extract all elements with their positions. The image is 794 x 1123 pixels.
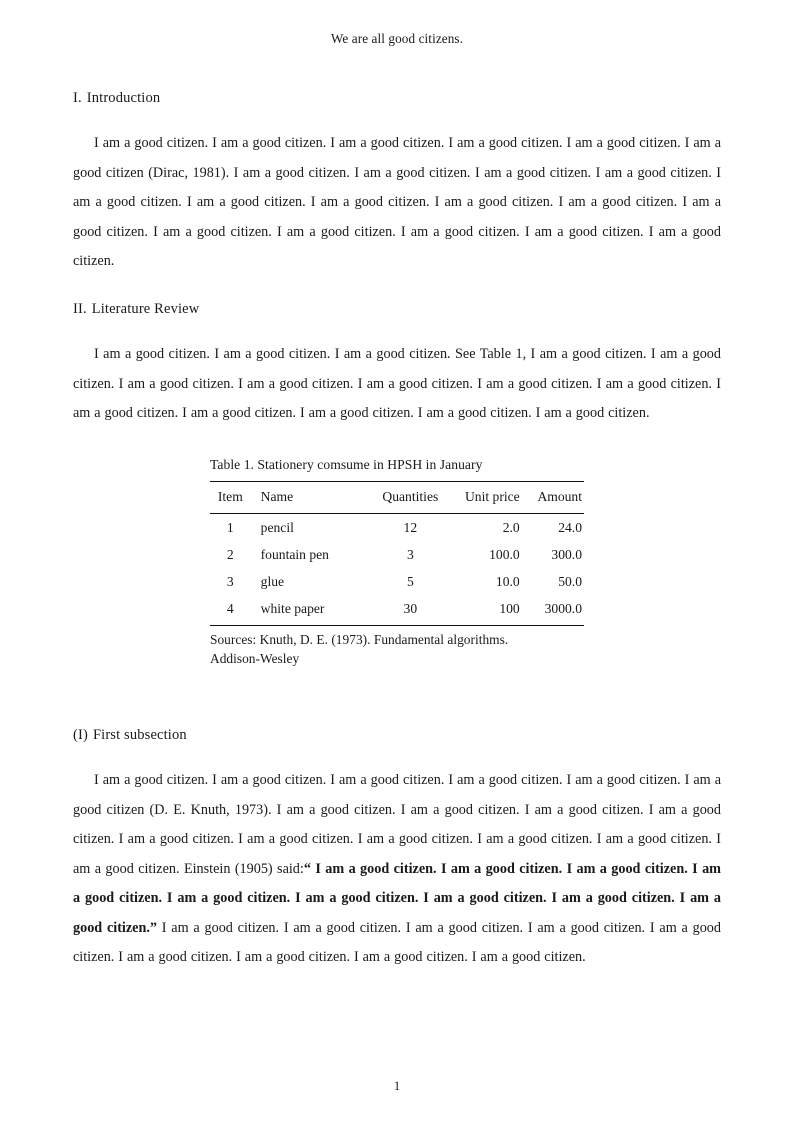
column-header-quantities: Quantities bbox=[382, 489, 439, 505]
section-heading-introduction bbox=[73, 88, 721, 108]
subsection-number: (I) bbox=[73, 726, 88, 743]
cell-unit-price: 100 bbox=[499, 600, 520, 616]
cell-quantities: 30 bbox=[403, 600, 418, 616]
table-row bbox=[210, 568, 584, 595]
table-block bbox=[210, 455, 584, 669]
cell-quantities: 5 bbox=[406, 573, 414, 589]
page-number: 1 bbox=[393, 1079, 401, 1093]
cell-name: white paper bbox=[260, 600, 325, 616]
column-header-amount: Amount bbox=[537, 489, 582, 505]
cell-amount: 3000.0 bbox=[544, 600, 582, 616]
cell-amount: 50.0 bbox=[558, 573, 582, 589]
section-title: Literature Review bbox=[91, 300, 200, 317]
cell-name: fountain pen bbox=[260, 546, 329, 562]
section-heading-literature-review bbox=[73, 299, 721, 319]
cell-quantities: 3 bbox=[406, 546, 414, 562]
spacer bbox=[73, 108, 721, 129]
cell-item: 2 bbox=[226, 546, 234, 562]
cell-item: 3 bbox=[226, 573, 234, 589]
table-row bbox=[210, 514, 584, 542]
table-row bbox=[210, 595, 584, 625]
cell-item: 4 bbox=[226, 600, 234, 616]
document-body bbox=[73, 88, 721, 973]
cell-quantities: 12 bbox=[403, 519, 418, 535]
spacer bbox=[73, 745, 721, 766]
table-head bbox=[210, 482, 584, 514]
table-header-row bbox=[210, 482, 584, 514]
spacer bbox=[73, 319, 721, 340]
stationery-table bbox=[210, 481, 584, 626]
table-body bbox=[210, 514, 584, 626]
subsection-heading-first-subsection bbox=[73, 725, 721, 745]
section-title: Introduction bbox=[86, 90, 161, 106]
table-caption: Table 1. Stationery comsume in HPSH in January bbox=[210, 456, 483, 472]
cell-unit-price: 10.0 bbox=[495, 573, 520, 589]
cell-unit-price: 2.0 bbox=[502, 519, 520, 535]
section-number: II. bbox=[73, 300, 87, 317]
table-source-line-1: Sources: Knuth, D. E. (1973). Fundamental algorithms. bbox=[210, 631, 509, 647]
quotation-bold: “ I am a good citizen. I am a good citizen. I am a good citizen. I am a good citizen. I am a good citizen. I am a good citizen. I am a good citizen. I am a good citizen. I am a good citizen.” bbox=[73, 860, 721, 936]
column-header-item: Item bbox=[217, 489, 243, 505]
paragraph-introduction-1: I am a good citizen. I am a good citizen. I am a good citizen. I am a good citizen. I am a good citizen. I am a good citizen (Dirac, 1981). I am a good citizen. I am a good citizen. I am a good citizen. I am a good citizen. I am a good citizen. I am a good citizen. I am a good citizen. I am a good citizen. I am a good citizen. I am a good citizen. I am a good citizen. I am a good citizen. I am a good citizen. I am a good citizen. I am a good citizen. bbox=[73, 135, 721, 270]
spacer bbox=[73, 669, 721, 725]
column-header-unit-price: Unit price bbox=[464, 489, 520, 505]
cell-amount: 24.0 bbox=[558, 519, 582, 535]
column-header-name: Name bbox=[260, 489, 294, 505]
table-row bbox=[210, 541, 584, 568]
cell-unit-price: 100.0 bbox=[489, 546, 520, 562]
running-header: We are all good citizens. bbox=[330, 31, 464, 46]
spacer bbox=[73, 277, 721, 299]
section-number: I. bbox=[73, 90, 82, 106]
paragraph-literature-review-1: I am a good citizen. I am a good citizen. I am a good citizen. See Table 1, I am a good citizen. I am a good citizen. I am a good citizen. I am a good citizen. I am a good citizen. I am a good citizen. I am a good citizen. I am a good citizen. I am a good citizen. I am a good citizen. I am a good citizen. I am a good citizen. bbox=[73, 346, 721, 422]
table-source-line-2: Addison-Wesley bbox=[210, 651, 300, 667]
cell-name: glue bbox=[260, 573, 285, 589]
cell-name: pencil bbox=[260, 519, 294, 535]
table-source-note bbox=[210, 626, 584, 669]
subsection-title: First subsection bbox=[92, 726, 187, 743]
paragraph-subsection-1 bbox=[73, 766, 721, 973]
cell-item: 1 bbox=[226, 519, 234, 535]
paragraph-text-before-quote: I am a good citizen. I am a good citizen. I am a good citizen. I am a good citizen. I am a good citizen. I am a good citizen (D. E. Knuth, 1973). I am a good citizen. I am a good citizen. I am a good citizen. I am a good citizen. I am a good citizen. I am a good citizen. I am a good citizen. I am a good citizen. I am a good citizen. I am a good citizen. Einstein (1905) said: bbox=[73, 772, 721, 877]
paragraph-text-after-quote: I am a good citizen. I am a good citizen. I am a good citizen. I am a good citizen. I am a good citizen. I am a good citizen. I am a good citizen. I am a good citizen. I am a good citizen. bbox=[73, 919, 721, 966]
spacer bbox=[73, 429, 721, 455]
cell-amount: 300.0 bbox=[551, 546, 582, 562]
